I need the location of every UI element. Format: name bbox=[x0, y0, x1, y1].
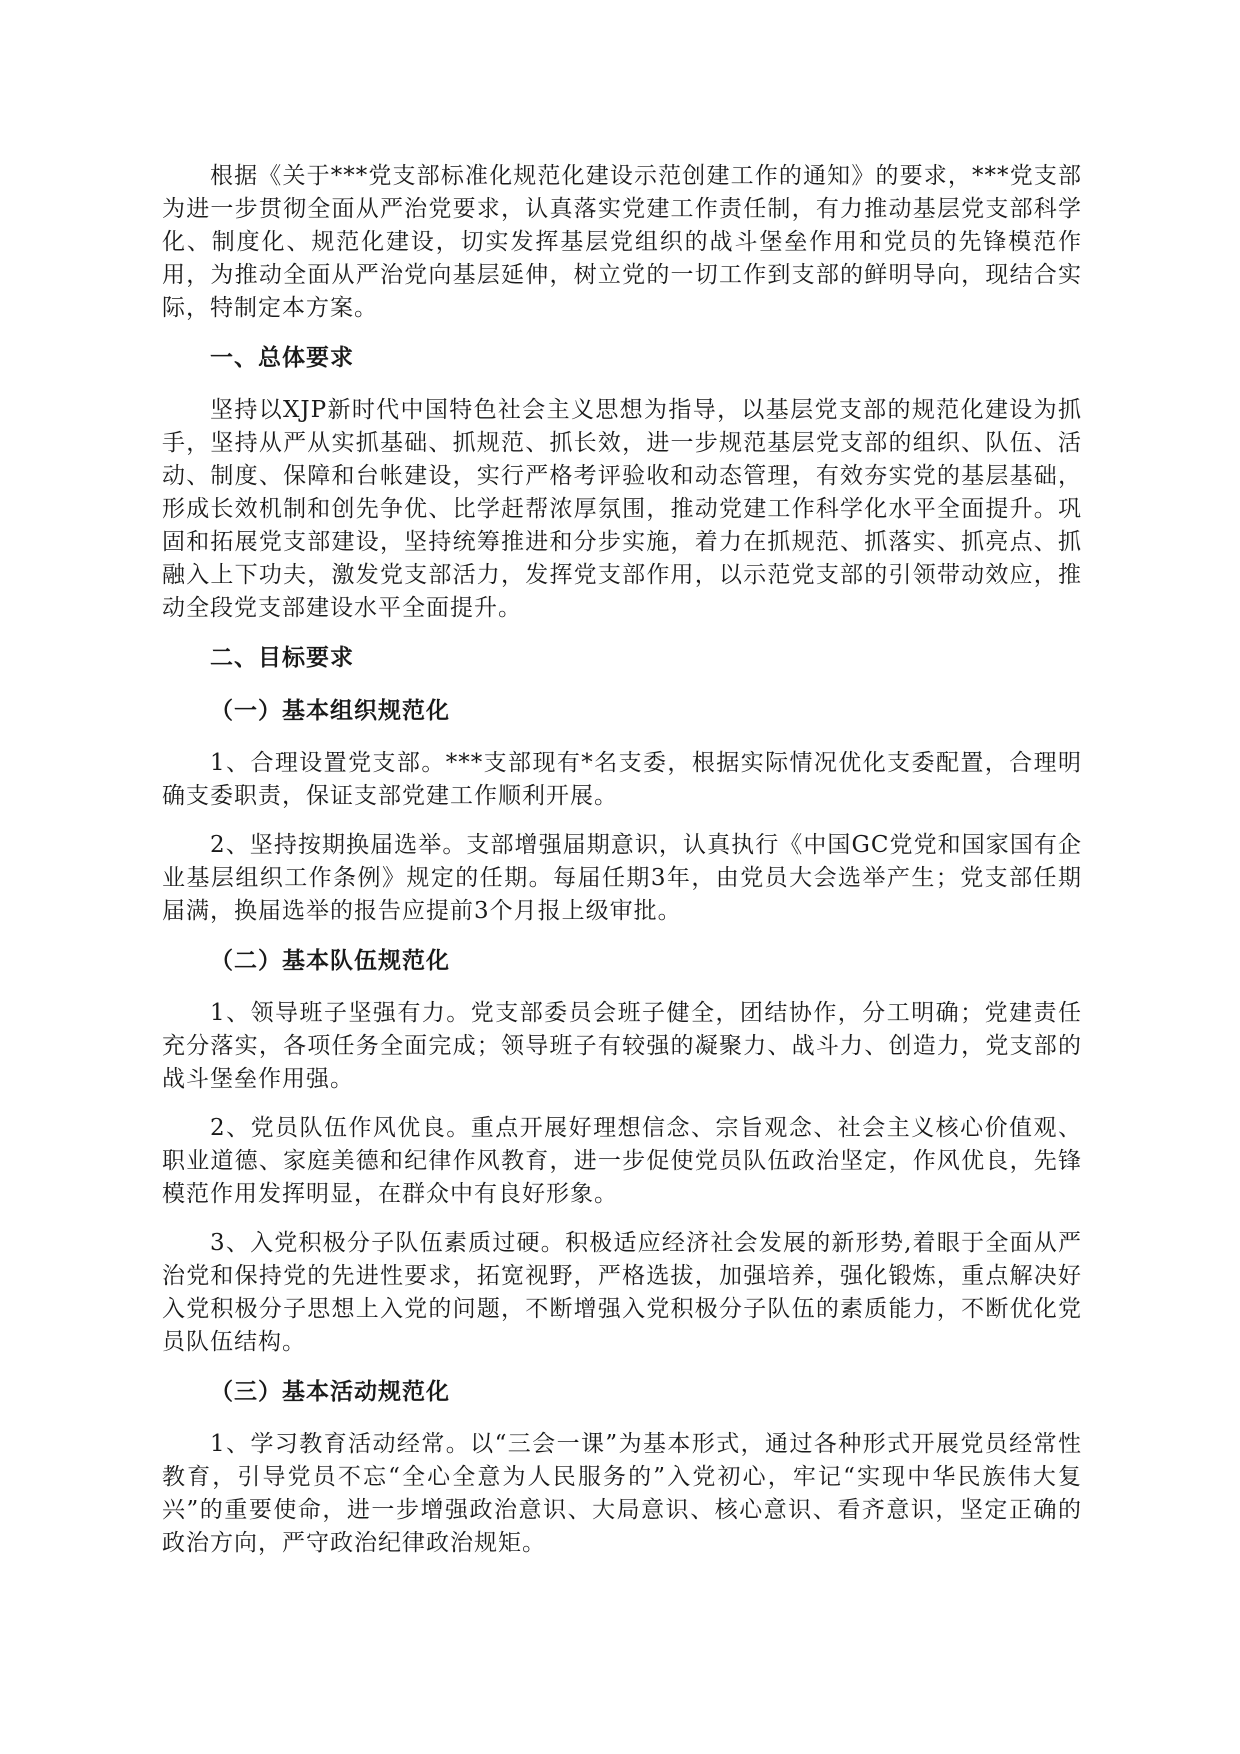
team-item-3: 3、入党积极分子队伍素质过硬。积极适应经济社会发展的新形势,着眼于全面从严治党和保持党的先进性要求，拓宽视野，严格选拔，加强培养，强化锻炼，重点解决好入党积极分子思想上入党的问题，不断增强入党积极分子队伍的素质能力，不断优化党员队伍结构。 bbox=[162, 1230, 1082, 1355]
section-overall-body: 坚持以XJP新时代中国特色社会主义思想为指导，以基层党支部的规范化建设为抓手，坚持从严从实抓基础、抓规范、抓长效，进一步规范基层党支部的组织、队伍、活动、制度、保障和台帐建设，实行严格考评验收和动态管理，有效夯实党的基层基础，形成长效机制和创先争优、比学赶帮浓厚氛围，推动党建工作科学化水平全面提升。巩固和拓展党支部建设，坚持统筹推进和分步实施，着力在抓规范、抓落实、抓亮点、抓融入上下功夫，激发党支部活力，发挥党支部作用，以示范党支部的引领带动效应，推动全段党支部建设水平全面提升。 bbox=[162, 397, 1082, 621]
team-item-2: 2、党员队伍作风优良。重点开展好理想信念、宗旨观念、社会主义核心价值观、职业道德、家庭美德和纪律作风教育，进一步促使党员队伍政治坚定，作风优良，先锋模范作用发挥明显，在群众中有良好形象。 bbox=[162, 1115, 1082, 1207]
organization-item-1: 1、合理设置党支部。***支部现有*名支委，根据实际情况优化支委配置，合理明确支委职责，保证支部党建工作顺利开展。 bbox=[162, 750, 1082, 809]
organization-item-2: 2、坚持按期换届选举。支部增强届期意识，认真执行《中国GC党党和国家国有企业基层组织工作条例》规定的任期。每届任期3年，由党员大会选举产生；党支部任期届满，换届选举的报告应提前3个月报上级审批。 bbox=[162, 832, 1082, 924]
team-item-1: 1、领导班子坚强有力。党支部委员会班子健全，团结协作，分工明确；党建责任充分落实，各项任务全面完成；领导班子有较强的凝聚力、战斗力、创造力，党支部的战斗堡垒作用强。 bbox=[162, 1000, 1082, 1092]
subsection-heading-organization: （一）基本组织规范化 bbox=[210, 697, 450, 724]
section-heading-goals: 二、目标要求 bbox=[210, 644, 354, 671]
activities-item-1: 1、学习教育活动经常。以“三会一课”为基本形式，通过各种形式开展党员经常性教育，引导党员不忘“全心全意为人民服务的”入党初心，牢记“实现中华民族伟大复兴”的重要使命，进一步增强政治意识、大局意识、核心意识、看齐意识，坚定正确的政治方向，严守政治纪律政治规矩。 bbox=[162, 1431, 1082, 1556]
section-heading-overall: 一、总体要求 bbox=[210, 344, 354, 371]
subsection-heading-activities: （三）基本活动规范化 bbox=[210, 1378, 450, 1405]
intro-paragraph: 根据《关于***党支部标准化规范化建设示范创建工作的通知》的要求，***党支部为进一步贯彻全面从严治党要求，认真落实党建工作责任制，有力推动基层党支部科学化、制度化、规范化建设，切实发挥基层党组织的战斗堡垒作用和党员的先锋模范作用，为推动全面从严治党向基层延伸，树立党的一切工作到支部的鲜明导向，现结合实际，特制定本方案。 bbox=[162, 163, 1082, 321]
document-page bbox=[162, 160, 1082, 1576]
subsection-heading-team: （二）基本队伍规范化 bbox=[210, 947, 450, 974]
